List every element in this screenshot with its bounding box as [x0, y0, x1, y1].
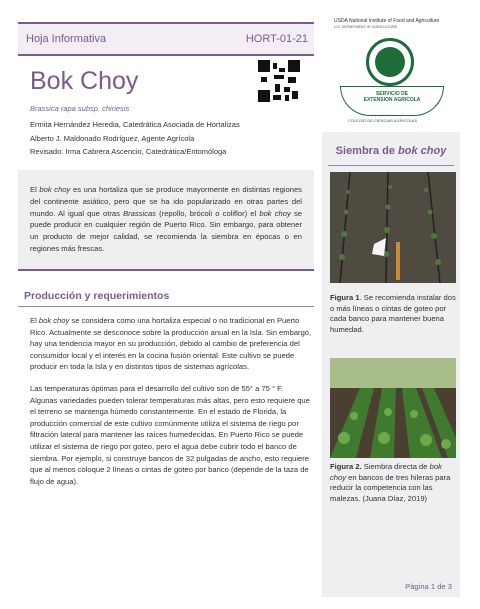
intro-text-2: es una hortaliza que se produce mayormente en distintas regiones del continente asiático, pero que se ha ido popularizado en otras partes del mundo. Al igual que otras	[30, 185, 302, 218]
sidebar-title-em: bok choy	[398, 145, 447, 157]
section-divider	[18, 306, 314, 307]
main-column	[18, 22, 314, 486]
reviewer: Revisado: Irma Cabrera Ascencio, Catedrática/Entomóloga	[30, 147, 227, 156]
extension-ribbon	[340, 86, 444, 116]
ribbon-line-1: SERVICIO DE	[375, 91, 409, 97]
paragraph-1-em: bok choy	[38, 316, 70, 325]
figure-2-text-b: en bancos de tres hileras para reducir la competencia con las malezas. (Juana Díaz, 2019)	[330, 472, 451, 503]
usda-label: USDA National Institute of Food and Agriculture	[334, 18, 440, 24]
figure-1-photo	[330, 172, 456, 283]
colegio-label: COLEGIO DE CIENCIAS AGRICOLAS	[348, 118, 418, 123]
intro-box	[18, 170, 314, 271]
intro-text-4: se puede producir en cualquier región de Puerto Rico. Sin embargo, para obtener un producto de mejor calidad, se recomienda la siembra en épocas o en regiones más frescas.	[30, 208, 302, 253]
intro-em-1: bok choy	[39, 185, 71, 194]
sidebar-title-text: Siembra de	[335, 145, 399, 157]
figure-2-em: bok choy	[330, 462, 442, 482]
figure-2-text-a: Siembra directa de	[361, 462, 430, 471]
document-code: HORT-01-21	[245, 33, 308, 45]
header-bar	[18, 22, 314, 56]
figure-2-photo	[330, 358, 456, 458]
intro-text-1: El	[30, 185, 40, 194]
section-heading: Producción y requerimientos	[24, 290, 170, 302]
paragraph-1	[30, 315, 312, 373]
page-number: Página 1 de 3	[405, 582, 452, 591]
figure-1-caption	[330, 293, 458, 335]
figure-2-caption	[330, 462, 458, 504]
intro-em-2: Brassicas	[123, 208, 156, 218]
section-body	[30, 315, 312, 497]
paragraph-2: Las temperaturas óptimas para el desarrollo del cultivo son de 55° a 75 ° F. Algunas variedades pueden tolerar temperaturas más altas, pero esto requiere que el terreno se mantenga húmedo constantemente. En el estado de Florida, la producción comercial de este cultivo comúnmente utiliza el sistema de riego por filtración lateral para mantener las raíces humedecidas. En Puerto Rico se puede utilizar el sistema de riego por goteo, pero el agua debe cubrir todo el banco de siembra. Por ejemplo, si construye bancos de 32 pulgadas de ancho, esto requiere que al menos coloque 2 líneas o cintas de goteo por banco (depende de la taza de flujo de agua).	[30, 383, 310, 486]
intro-text-3: (repollo, brócoli o coliflor) el	[155, 208, 260, 218]
document-type: Hoja Informativa	[26, 33, 107, 45]
institution-logo	[334, 16, 452, 124]
figure-2-label: Figura 2.	[330, 462, 362, 471]
intro-em-3: bok choy	[259, 208, 291, 218]
author-2: Alberto J. Maldonado Rodríguez, Agente Agrícola	[30, 133, 195, 143]
paragraph-1-rest: se considera como una hortaliza especial o no tradicional en Puerto Rico. Actualmente se desconoce sobre la producción anual en la Isla. Sin embargo, hay una tendencia mayor en su producción, debido al cambio de preferencia del consumidor local y el interés en la cocina fusión oriental. Este cultivo se puede producir en toda la Isla y en distintos tipos de sistemas agrícolas.	[30, 316, 312, 372]
figure-1-text: . Se recomienda instalar dos o más líneas o cintas de goteo por cada banco para mantener buena humedad.	[330, 293, 456, 334]
sidebar-divider	[328, 165, 454, 166]
paragraph-1-start: El	[30, 316, 39, 325]
page-title: Bok Choy	[30, 67, 139, 95]
qr-code[interactable]	[258, 60, 300, 102]
author-1: Ermita Hernández Heredia, Catedrática Asociada de Hortalizas	[30, 120, 240, 129]
author-list	[30, 118, 240, 159]
sidebar-title	[322, 145, 460, 157]
scientific-name: Brassica rapa subsp. chinesis	[30, 104, 130, 113]
ribbon-line-2: EXTENSION AGRICOLA	[363, 97, 421, 103]
usda-sub-label: U.S. DEPARTMENT OF AGRICULTURE	[334, 25, 397, 29]
seal-icon	[366, 38, 414, 86]
figure-1-label: Figura 1	[330, 293, 360, 302]
